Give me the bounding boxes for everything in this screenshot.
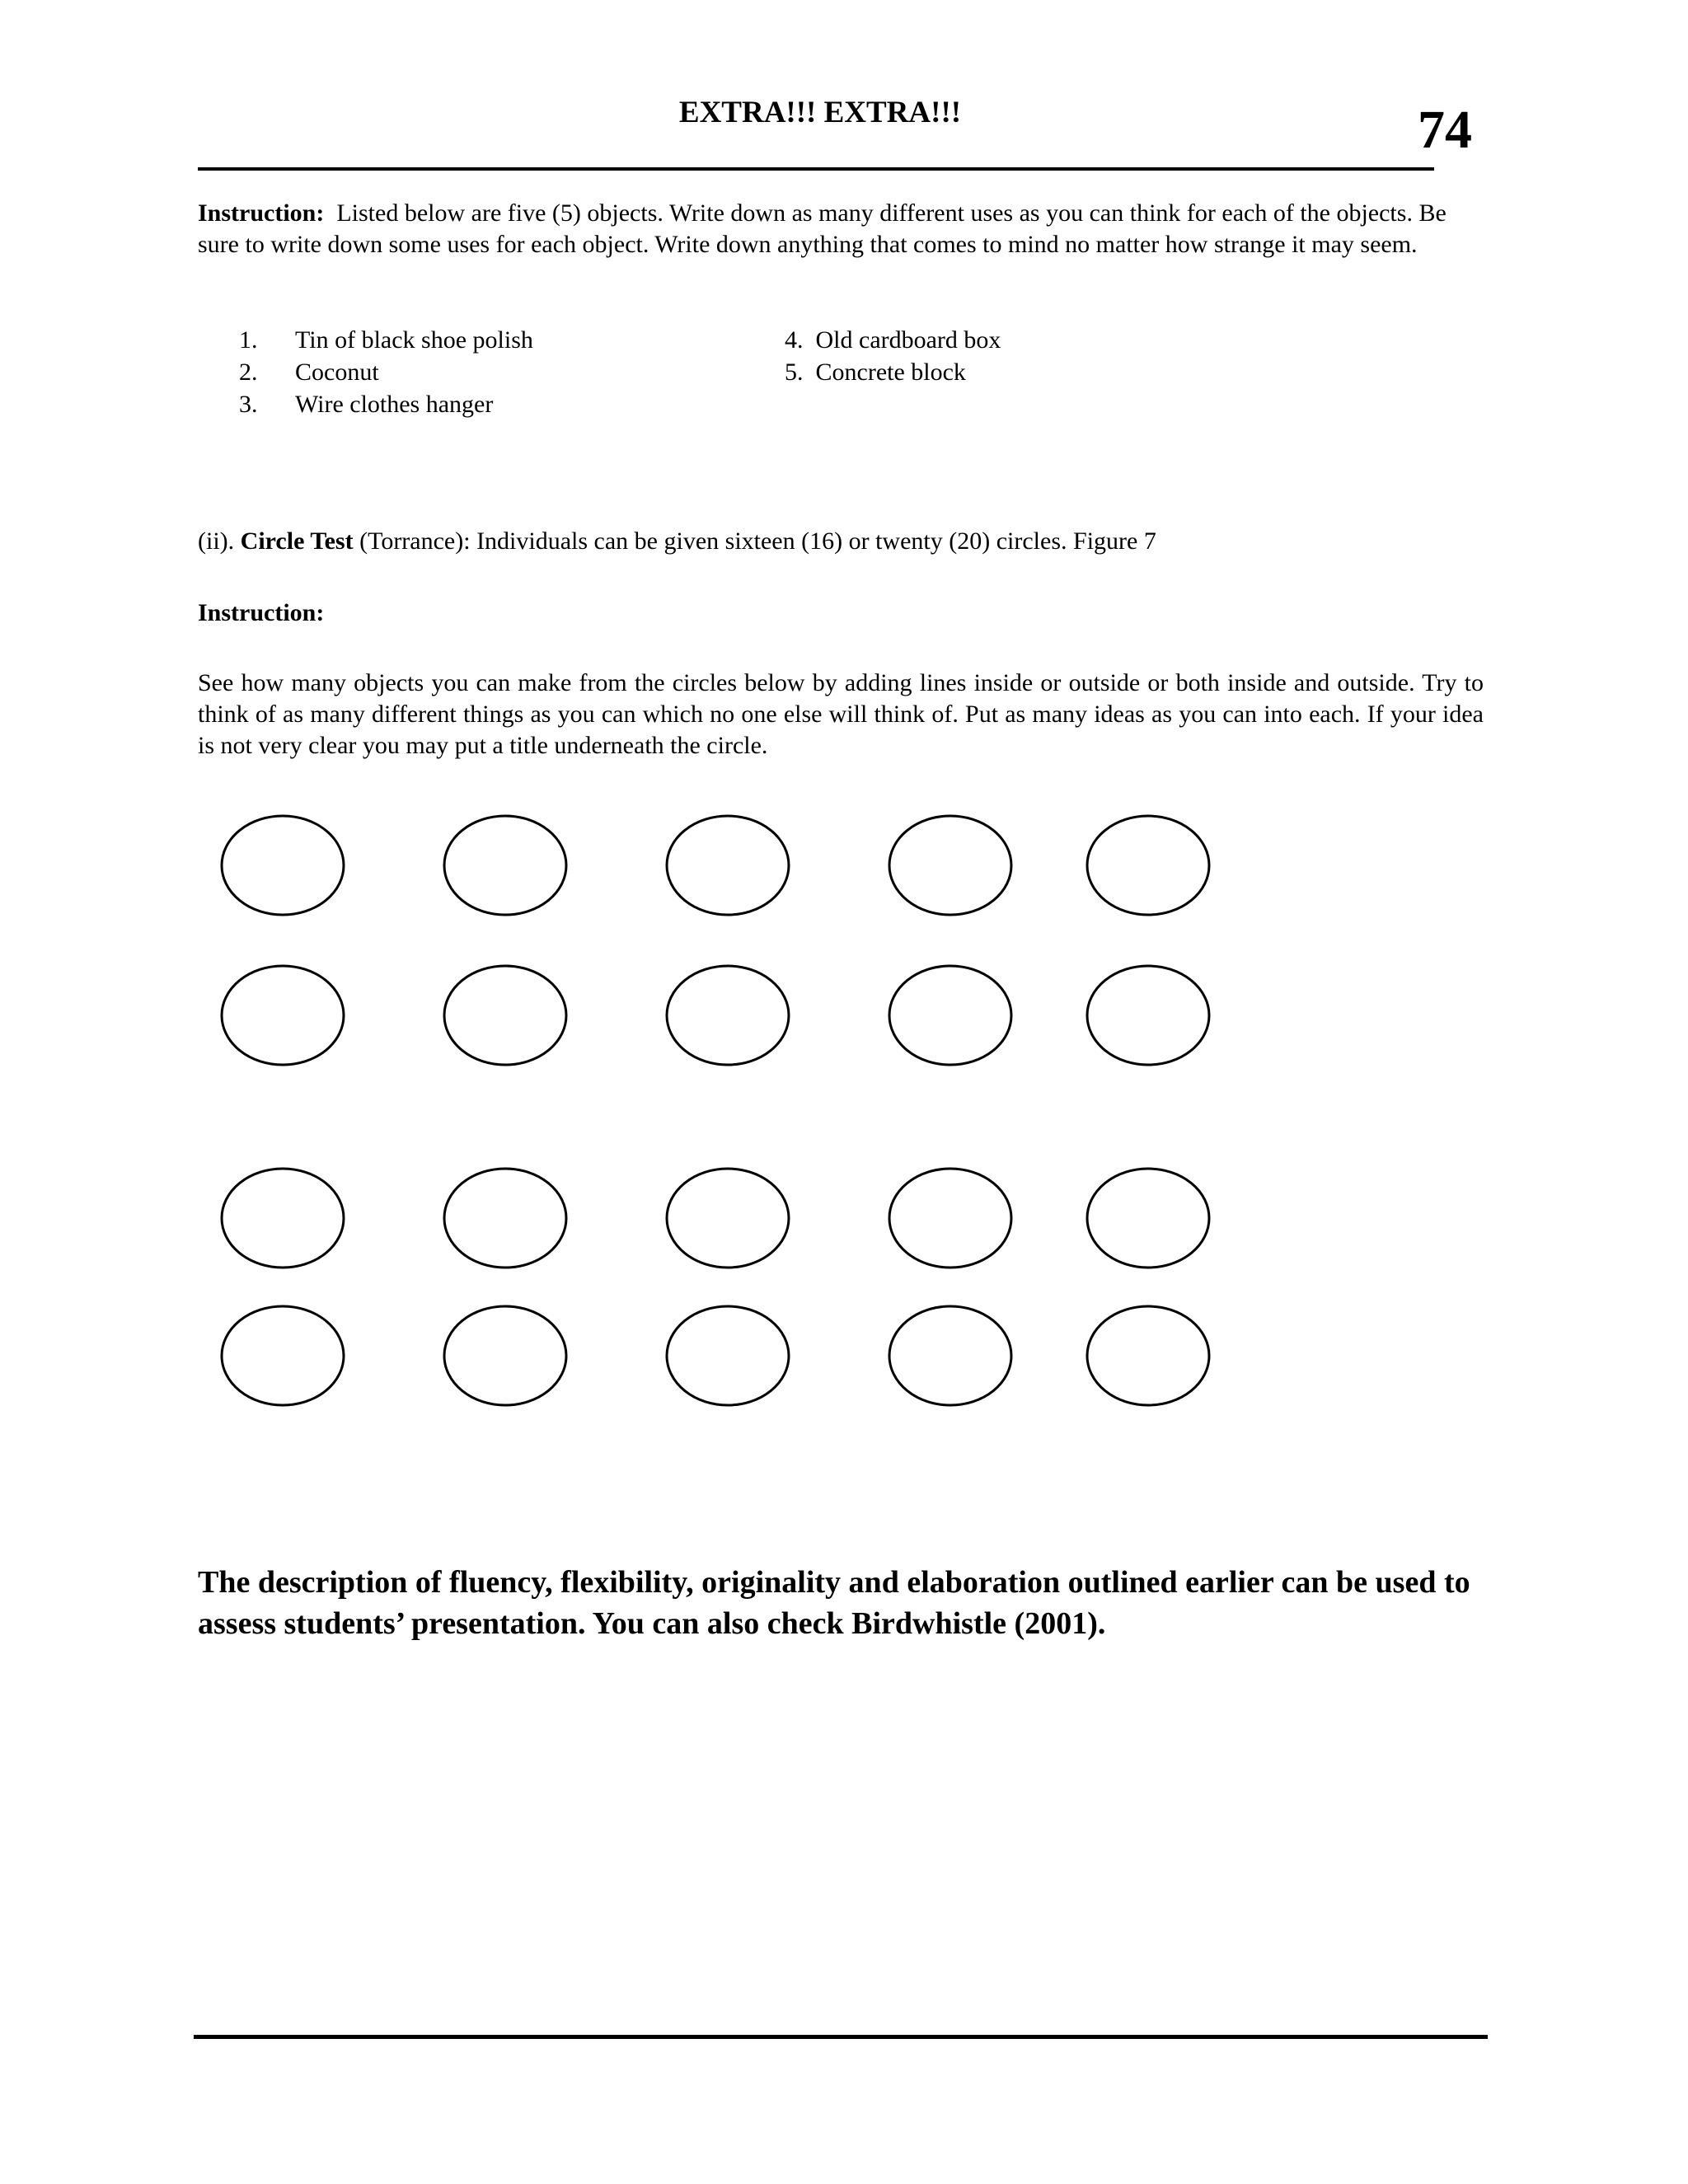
drawing-circle	[1087, 1169, 1209, 1268]
drawing-circle	[889, 1169, 1011, 1268]
drawing-circle	[222, 1169, 344, 1268]
drawing-circle	[667, 1306, 789, 1405]
drawing-circle	[1087, 816, 1209, 915]
list-item-number: 4.	[785, 326, 804, 354]
drawing-circle	[1087, 1306, 1209, 1405]
drawing-circle	[222, 1306, 344, 1405]
list-item-label: Concrete block	[815, 359, 966, 386]
drawing-circle	[667, 966, 789, 1065]
drawing-circle	[444, 816, 566, 915]
footer-divider	[194, 2035, 1488, 2039]
drawing-circle	[444, 1306, 566, 1405]
drawing-circle	[222, 816, 344, 915]
drawing-circle	[1087, 966, 1209, 1065]
drawing-circle	[889, 816, 1011, 915]
page-number: 74	[1418, 100, 1472, 160]
instruction-label: Instruction:	[198, 199, 325, 227]
drawing-circle	[667, 816, 789, 915]
instruction-heading-2: Instruction:	[198, 599, 325, 626]
drawing-circle	[222, 966, 344, 1065]
assessment-note: The description of fluency, flexibility, originality and elaboration outlined earlier can be used to assess students’ presentation. You can also check Birdwhistle (2001).	[198, 1565, 1470, 1641]
list-item-label: Coconut	[295, 359, 379, 386]
circle-test-description: (Torrance): Individuals can be given sixteen (16) or twenty (20) circles. Figure 7	[353, 527, 1156, 555]
circle-test-name: Circle Test	[240, 527, 354, 555]
drawing-circle	[444, 966, 566, 1065]
page-title: EXTRA!!! EXTRA!!!	[678, 96, 962, 129]
circle-test-prefix: (ii).	[198, 527, 241, 555]
drawing-circle	[444, 1169, 566, 1268]
drawing-circle	[889, 966, 1011, 1065]
list-item-number: 5.	[785, 359, 804, 386]
list-item-label: Tin of black shoe polish	[295, 326, 533, 354]
drawing-circle	[889, 1306, 1011, 1405]
list-item-label: Old cardboard box	[815, 326, 1001, 354]
list-item-label: Wire clothes hanger	[295, 391, 494, 418]
instruction-paragraph-2: See how many objects you can make from the circles below by adding lines inside or outside or both inside and outside. Try to think of as many different things as you can which no one else will think of. Put as many ideas as you can into each. If your idea is not very clear you may put a title underneath the circle.	[198, 669, 1484, 759]
list-item-number: 1.	[239, 326, 258, 354]
drawing-circle	[667, 1169, 789, 1268]
list-item-number: 2.	[239, 359, 258, 386]
instruction-text: Listed below are five (5) objects. Write down as many different uses as you can think for each of the objects. Be sure to write down some uses for each object. Write down anything that comes to mind no matter how strange it may seem.	[198, 199, 1447, 258]
list-item-number: 3.	[239, 391, 258, 418]
